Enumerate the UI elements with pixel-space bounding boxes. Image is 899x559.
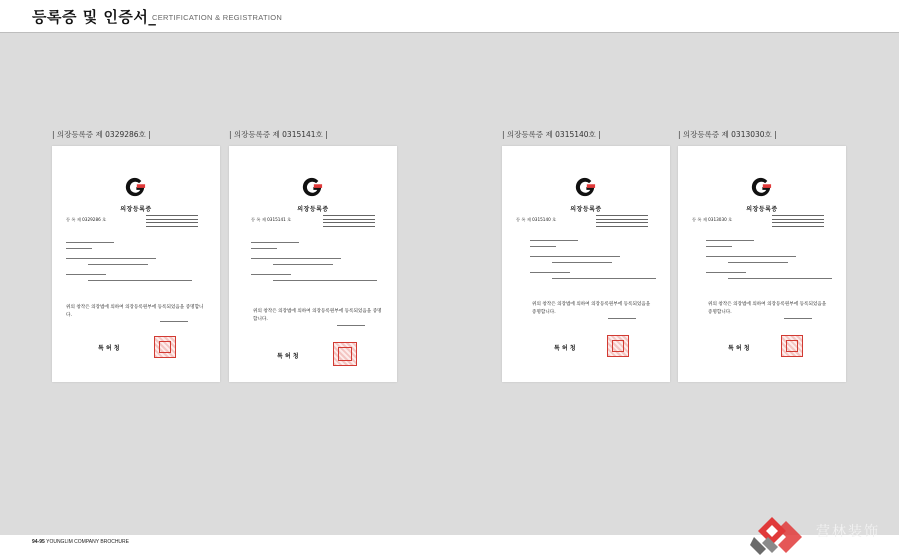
certificate-title: 의장등록증 <box>297 206 329 213</box>
field-line <box>251 258 341 259</box>
bibliographic-box <box>772 215 824 229</box>
registration-number: 등 록 제 0315141 호 <box>251 217 292 222</box>
field-line <box>530 240 578 241</box>
issuer-name: 특 허 청 <box>277 353 299 360</box>
certificate-document <box>502 146 670 382</box>
certificate-caption: | 의장등록증 제 0329286호 | <box>52 130 151 139</box>
registration-number: 등 록 제 0329286 호 <box>66 217 107 222</box>
page-title: 등록증 및 인증서_ <box>32 8 157 26</box>
certificate-statement: 위의 창작은 의장법에 의하여 의장등록원부에 등록되었음을 증명합니다. <box>532 302 651 315</box>
field-line <box>251 242 299 243</box>
field-line <box>88 280 192 281</box>
field-line <box>88 264 148 265</box>
date-line <box>608 318 636 319</box>
kipo-emblem-icon <box>301 176 323 198</box>
certificate-statement: 위의 창작은 의장법에 의하여 의장등록원부에 등록되었음을 증명합니다. <box>253 309 382 322</box>
field-line <box>530 256 620 257</box>
certificate-document <box>229 146 397 382</box>
kipo-emblem-icon <box>750 176 772 198</box>
kipo-emblem-icon <box>124 176 146 198</box>
certificate-caption: | 의장등록증 제 0315140호 | <box>502 130 601 139</box>
issue-date <box>160 321 188 322</box>
field-line <box>251 274 291 275</box>
field-line <box>66 248 92 249</box>
header-divider <box>0 32 899 33</box>
certificate-title: 의장등록증 <box>120 206 152 213</box>
field-line <box>552 278 656 279</box>
certificate-document <box>52 146 220 382</box>
date-line <box>337 325 365 326</box>
field-line <box>706 246 732 247</box>
date-line <box>784 318 812 319</box>
certificate-title: 의장등록증 <box>570 206 602 213</box>
certificate-title: 의장등록증 <box>746 206 778 213</box>
certificate-document <box>678 146 846 382</box>
issue-date <box>608 318 636 319</box>
field-line <box>251 248 277 249</box>
brand-name: 营林装饰 <box>816 524 880 540</box>
issue-date <box>337 325 365 326</box>
page-subtitle: CERTIFICATION & REGISTRATION <box>152 13 283 22</box>
younglim-logo-icon <box>750 515 804 555</box>
field-line <box>706 256 796 257</box>
issue-date <box>784 318 812 319</box>
field-line <box>530 272 570 273</box>
field-line <box>273 280 377 281</box>
brochure-name: YOUNGLIM COMPANY BROCHURE <box>46 539 129 545</box>
official-seal-icon <box>781 335 803 357</box>
certificate-statement: 위의 창작은 의장법에 의하여 의장등록원부에 등록되었음을 증명합니다. <box>66 305 204 318</box>
issuer-name: 특 허 청 <box>554 345 576 352</box>
field-line <box>706 240 754 241</box>
bibliographic-box <box>596 215 648 229</box>
issuer-name: 특 허 청 <box>98 345 120 352</box>
footer-label <box>32 539 129 545</box>
field-line <box>728 262 788 263</box>
bibliographic-box <box>323 215 375 229</box>
field-line <box>552 262 612 263</box>
field-line <box>66 274 106 275</box>
field-line <box>706 272 746 273</box>
official-seal-icon <box>607 335 629 357</box>
date-line <box>160 321 188 322</box>
kipo-emblem-icon <box>574 176 596 198</box>
registration-number: 등 록 제 0315140 호 <box>516 217 557 222</box>
page-numbers: 94-95 <box>32 539 45 545</box>
field-line <box>66 258 156 259</box>
certificate-caption: | 의장등록증 제 0313030호 | <box>678 130 777 139</box>
field-line <box>273 264 333 265</box>
issuer-name: 특 허 청 <box>728 345 750 352</box>
certificate-caption: | 의장등록증 제 0315141호 | <box>229 130 328 139</box>
certificate-statement: 위의 창작은 의장법에 의하여 의장등록원부에 등록되었음을 증명합니다. <box>708 302 827 315</box>
official-seal-icon <box>154 336 176 358</box>
registration-number: 등 록 제 0313030 호 <box>692 217 733 222</box>
official-seal-icon <box>333 342 357 366</box>
field-line <box>530 246 556 247</box>
field-line <box>66 242 114 243</box>
field-line <box>728 278 832 279</box>
bibliographic-box <box>146 215 198 229</box>
